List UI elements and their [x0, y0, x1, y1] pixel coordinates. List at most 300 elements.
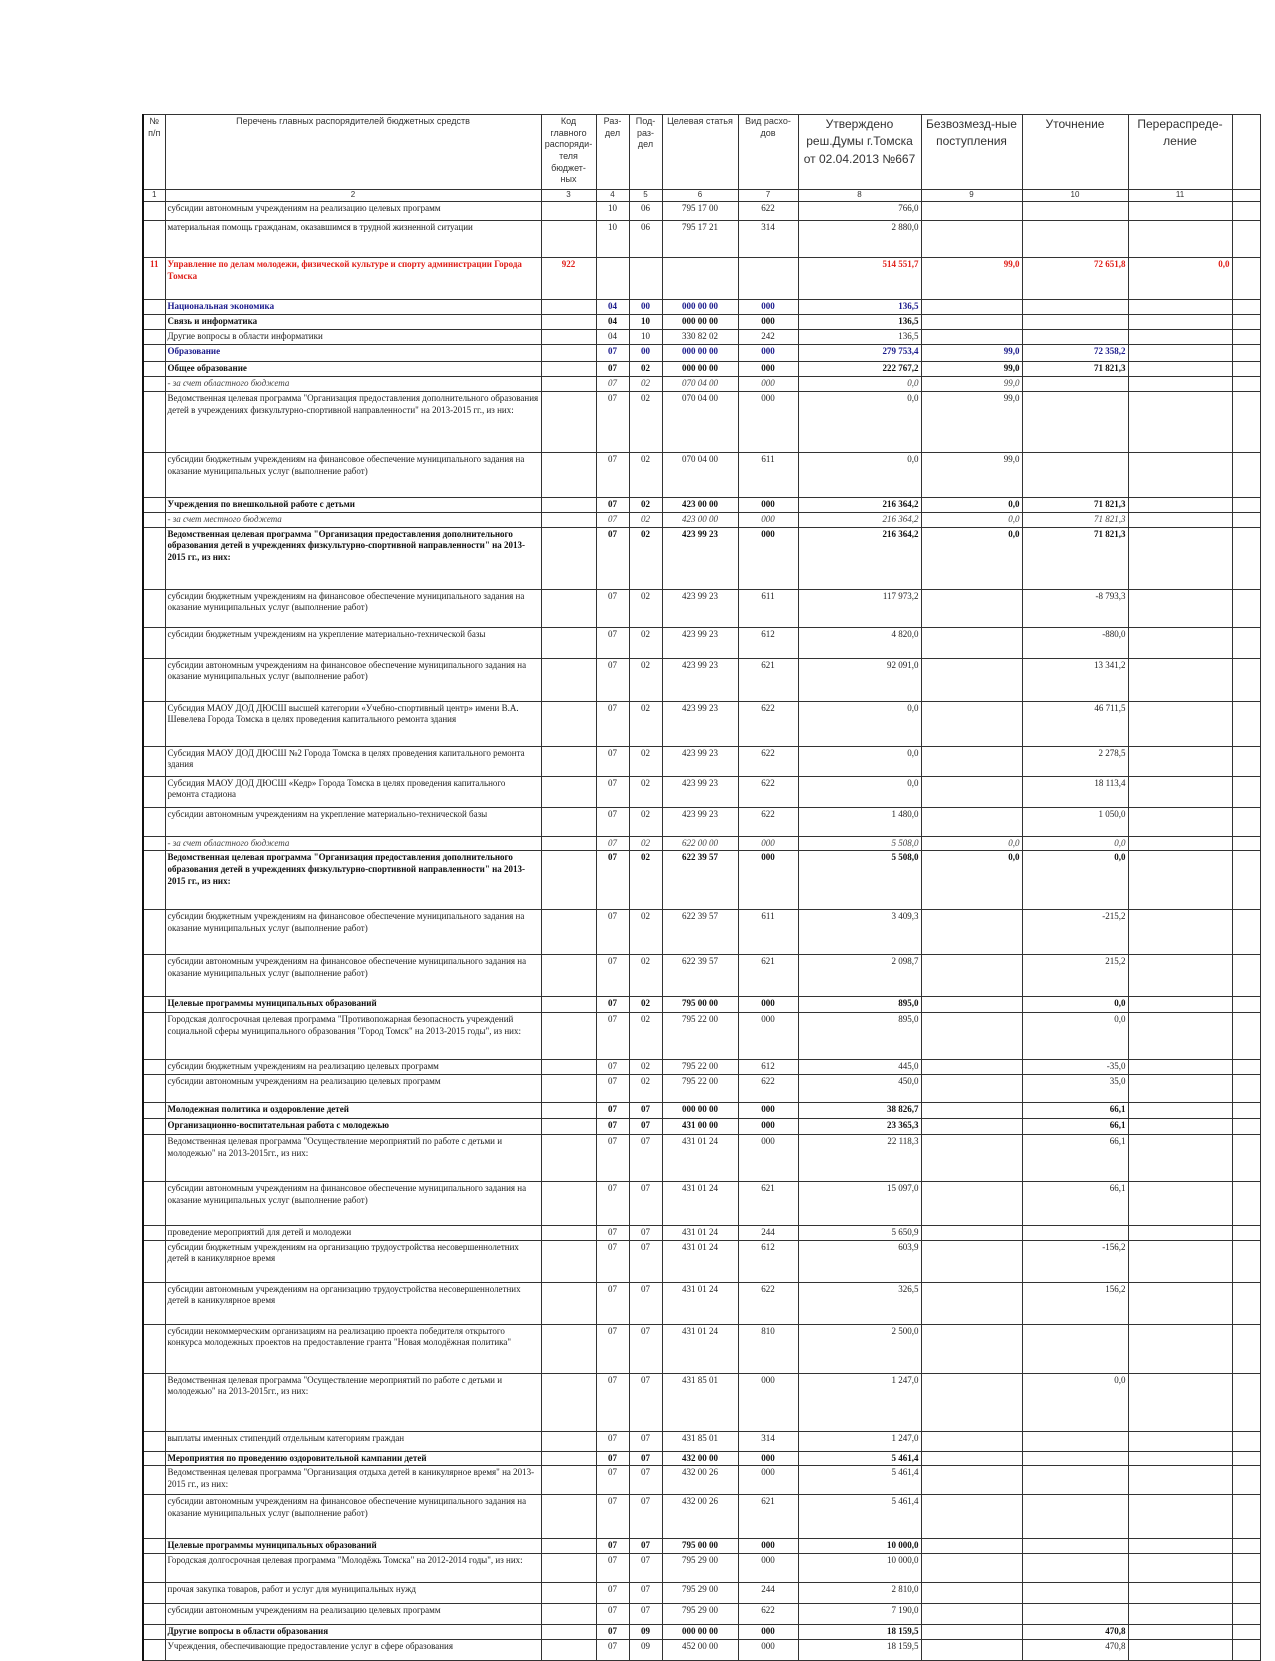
row-approved: 38 826,7: [798, 1103, 921, 1119]
row-extra: [1232, 1554, 1260, 1583]
row-gratuitous: [921, 1640, 1022, 1661]
row-extra: [1232, 1495, 1260, 1539]
row-target-article: 431 85 01: [662, 1373, 738, 1431]
row-number: [143, 1013, 165, 1060]
row-subsection: 02: [629, 701, 662, 746]
row-section: 04: [596, 330, 629, 345]
row-subsection: 07: [629, 1135, 662, 1182]
row-refinement: 0,0: [1022, 836, 1128, 851]
row-extra: [1232, 1539, 1260, 1554]
row-admin-code: [541, 221, 596, 258]
budget-table: [142, 114, 1261, 1661]
row-expense-type: 000: [738, 315, 798, 330]
table-row: [143, 258, 1260, 300]
row-approved: 10 000,0: [798, 1554, 921, 1583]
row-expense-type: 612: [738, 1060, 798, 1075]
row-target-article: 795 00 00: [662, 997, 738, 1013]
row-approved: 22 118,3: [798, 1135, 921, 1182]
row-target-article: 622 39 57: [662, 851, 738, 910]
row-subsection: 07: [629, 1119, 662, 1135]
row-refinement: 0,0: [1022, 1373, 1128, 1431]
row-redistribution: [1128, 589, 1232, 627]
row-redistribution: [1128, 1625, 1232, 1640]
row-name: Другие вопросы в области информатики: [165, 330, 541, 345]
row-redistribution: [1128, 776, 1232, 807]
row-subsection: [629, 258, 662, 300]
row-expense-type: 000: [738, 1135, 798, 1182]
row-expense-type: 000: [738, 1554, 798, 1583]
row-expense-type: 611: [738, 453, 798, 498]
row-gratuitous: 0,0: [921, 513, 1022, 528]
row-name: - за счет областного бюджета: [165, 836, 541, 851]
row-expense-type: 622: [738, 1604, 798, 1625]
table-row: [143, 300, 1260, 315]
row-extra: [1232, 300, 1260, 315]
row-subsection: 07: [629, 1282, 662, 1324]
row-expense-type: 622: [738, 701, 798, 746]
table-row: [143, 1135, 1260, 1182]
row-redistribution: [1128, 1240, 1232, 1282]
row-name: Другие вопросы в области образования: [165, 1625, 541, 1640]
row-number: [143, 1226, 165, 1241]
row-subsection: 07: [629, 1495, 662, 1539]
row-extra: [1232, 498, 1260, 513]
row-subsection: 07: [629, 1103, 662, 1119]
row-refinement: [1022, 315, 1128, 330]
row-expense-type: 000: [738, 362, 798, 377]
row-approved: 4 820,0: [798, 627, 921, 658]
row-subsection: 07: [629, 1604, 662, 1625]
row-target-article: 432 00 00: [662, 1451, 738, 1466]
row-name: Ведомственная целевая программа "Осуществление мероприятий по работе с детьми и молодежью" на 2013-2015гг., из них:: [165, 1135, 541, 1182]
row-expense-type: 611: [738, 589, 798, 627]
row-subsection: 02: [629, 1013, 662, 1060]
row-name: Учреждения, обеспечивающие предоставление услуг в сфере образования: [165, 1640, 541, 1661]
row-approved: 5 461,4: [798, 1495, 921, 1539]
row-redistribution: [1128, 997, 1232, 1013]
row-subsection: 07: [629, 1554, 662, 1583]
row-target-article: 795 22 00: [662, 1013, 738, 1060]
row-number: [143, 527, 165, 589]
row-name: Управление по делам молодежи, физической культуре и спорту администрации Города Томска: [165, 258, 541, 300]
row-name: субсидии автономным учреждениям на реализацию целевых программ: [165, 1604, 541, 1625]
row-number: [143, 221, 165, 258]
row-gratuitous: [921, 1075, 1022, 1103]
row-target-article: 431 01 24: [662, 1240, 738, 1282]
row-target-article: 423 99 23: [662, 527, 738, 589]
row-expense-type: 000: [738, 1373, 798, 1431]
row-number: [143, 300, 165, 315]
row-section: 07: [596, 1495, 629, 1539]
row-target-article: [662, 258, 738, 300]
row-number: [143, 202, 165, 221]
row-name: Целевые программы муниципальных образований: [165, 1539, 541, 1554]
row-redistribution: [1128, 627, 1232, 658]
row-refinement: 72 358,2: [1022, 345, 1128, 362]
row-target-article: 423 00 00: [662, 513, 738, 528]
row-extra: [1232, 955, 1260, 997]
table-row: [143, 1060, 1260, 1075]
row-number: [143, 1324, 165, 1373]
row-admin-code: [541, 997, 596, 1013]
row-target-article: 423 99 23: [662, 658, 738, 701]
row-name: Мероприятия по проведению оздоровительной кампании детей: [165, 1451, 541, 1466]
row-gratuitous: [921, 1373, 1022, 1431]
row-section: 07: [596, 345, 629, 362]
table-row: [143, 1182, 1260, 1226]
row-subsection: 07: [629, 1240, 662, 1282]
row-target-article: 795 29 00: [662, 1604, 738, 1625]
row-name: субсидии автономным учреждениям на организацию трудоустройства несовершеннолетних детей в каникулярное время: [165, 1282, 541, 1324]
row-number: [143, 1282, 165, 1324]
row-approved: 0,0: [798, 701, 921, 746]
table-row: [143, 1554, 1260, 1583]
row-extra: [1232, 1604, 1260, 1625]
row-section: 07: [596, 1640, 629, 1661]
row-redistribution: [1128, 910, 1232, 955]
row-name: субсидии некоммерческим организациям на реализацию проекта победителя открытого конкурса молодежных проектов на предоставление гранта "Новая молодёжная политика": [165, 1324, 541, 1373]
row-subsection: 09: [629, 1625, 662, 1640]
row-section: 07: [596, 392, 629, 453]
row-expense-type: 000: [738, 1103, 798, 1119]
row-name: Молодежная политика и оздоровление детей: [165, 1103, 541, 1119]
table-body: [143, 202, 1260, 1661]
row-extra: [1232, 258, 1260, 300]
row-section: 07: [596, 1539, 629, 1554]
row-number: [143, 1640, 165, 1661]
row-section: 07: [596, 776, 629, 807]
table-row: [143, 1226, 1260, 1241]
row-target-article: 795 17 00: [662, 202, 738, 221]
row-subsection: 07: [629, 1583, 662, 1604]
row-extra: [1232, 330, 1260, 345]
row-admin-code: [541, 658, 596, 701]
row-redistribution: [1128, 300, 1232, 315]
row-redistribution: [1128, 1451, 1232, 1466]
row-number: [143, 1373, 165, 1431]
row-gratuitous: [921, 300, 1022, 315]
row-refinement: 71 821,3: [1022, 513, 1128, 528]
row-redistribution: [1128, 202, 1232, 221]
row-number: [143, 836, 165, 851]
row-gratuitous: 99,0: [921, 377, 1022, 392]
row-name: Субсидия МАОУ ДОД ДЮСШ №2 Города Томска в целях проведения капитального ремонта здания: [165, 746, 541, 776]
row-section: 07: [596, 997, 629, 1013]
row-approved: 18 159,5: [798, 1625, 921, 1640]
table-row: [143, 910, 1260, 955]
row-refinement: 18 113,4: [1022, 776, 1128, 807]
row-name: субсидии бюджетным учреждениям на реализацию целевых программ: [165, 1060, 541, 1075]
column-number: 5: [629, 190, 662, 202]
row-gratuitous: [921, 910, 1022, 955]
row-section: 07: [596, 1075, 629, 1103]
table-row: [143, 1640, 1260, 1661]
row-expense-type: 000: [738, 392, 798, 453]
row-expense-type: 612: [738, 1240, 798, 1282]
row-expense-type: 000: [738, 377, 798, 392]
row-extra: [1232, 1075, 1260, 1103]
row-approved: 10 000,0: [798, 1539, 921, 1554]
row-gratuitous: [921, 746, 1022, 776]
row-target-article: 795 29 00: [662, 1583, 738, 1604]
row-gratuitous: [921, 1539, 1022, 1554]
row-section: 10: [596, 202, 629, 221]
row-gratuitous: [921, 589, 1022, 627]
row-section: 04: [596, 300, 629, 315]
table-row: [143, 997, 1260, 1013]
row-name: Связь и информатика: [165, 315, 541, 330]
row-redistribution: [1128, 315, 1232, 330]
row-name: Ведомственная целевая программа "Организация предоставления дополнительного образования детей в учреждениях физкультурно-спортивной направленности" на 2013-2015 гг., из них:: [165, 527, 541, 589]
row-number: [143, 746, 165, 776]
row-refinement: -35,0: [1022, 1060, 1128, 1075]
row-extra: [1232, 377, 1260, 392]
row-number: [143, 1119, 165, 1135]
row-target-article: 432 00 26: [662, 1495, 738, 1539]
row-admin-code: [541, 330, 596, 345]
header-gratuitous: Безвозмезд-ные поступления: [921, 115, 1022, 190]
table-row: [143, 345, 1260, 362]
row-expense-type: 621: [738, 955, 798, 997]
row-expense-type: 000: [738, 997, 798, 1013]
row-expense-type: 000: [738, 1119, 798, 1135]
row-extra: [1232, 1466, 1260, 1495]
row-section: 10: [596, 221, 629, 258]
column-number-row: [143, 190, 1260, 202]
row-redistribution: [1128, 527, 1232, 589]
row-admin-code: [541, 345, 596, 362]
row-extra: [1232, 1583, 1260, 1604]
row-subsection: 02: [629, 776, 662, 807]
row-name: Городская долгосрочная целевая программа "Противопожарная безопасность учреждений социальной сферы муниципального образования "Город Томск" на 2013-2015 годы", из них:: [165, 1013, 541, 1060]
row-expense-type: 000: [738, 300, 798, 315]
row-admin-code: [541, 1119, 596, 1135]
header-redistribution: Перераспреде-ление: [1128, 115, 1232, 190]
row-redistribution: 0,0: [1128, 258, 1232, 300]
row-admin-code: [541, 202, 596, 221]
row-extra: [1232, 1135, 1260, 1182]
row-subsection: 02: [629, 513, 662, 528]
row-section: 07: [596, 658, 629, 701]
table-row: [143, 701, 1260, 746]
row-target-article: 330 82 02: [662, 330, 738, 345]
row-redistribution: [1128, 746, 1232, 776]
row-section: 07: [596, 498, 629, 513]
row-subsection: 02: [629, 910, 662, 955]
row-admin-code: [541, 851, 596, 910]
table-row: [143, 1539, 1260, 1554]
row-admin-code: [541, 1466, 596, 1495]
row-approved: 3 409,3: [798, 910, 921, 955]
row-extra: [1232, 453, 1260, 498]
row-number: [143, 1583, 165, 1604]
row-admin-code: [541, 1373, 596, 1431]
row-admin-code: [541, 1324, 596, 1373]
header-code: Код главного распоряди-теля бюджет-ных: [541, 115, 596, 190]
row-number: [143, 1466, 165, 1495]
row-approved: 18 159,5: [798, 1640, 921, 1661]
row-section: 07: [596, 1226, 629, 1241]
row-expense-type: 611: [738, 910, 798, 955]
row-gratuitous: [921, 1226, 1022, 1241]
row-number: [143, 330, 165, 345]
row-approved: 216 364,2: [798, 498, 921, 513]
column-number: 10: [1022, 190, 1128, 202]
row-number: [143, 955, 165, 997]
row-section: 07: [596, 1282, 629, 1324]
row-admin-code: [541, 527, 596, 589]
row-number: [143, 1539, 165, 1554]
row-number: [143, 1103, 165, 1119]
row-expense-type: 622: [738, 202, 798, 221]
row-number: [143, 807, 165, 836]
row-expense-type: 244: [738, 1226, 798, 1241]
row-approved: 136,5: [798, 315, 921, 330]
row-name: Ведомственная целевая программа "Организация отдыха детей в каникулярное время" на 2013-2015 гг., из них:: [165, 1466, 541, 1495]
row-redistribution: [1128, 362, 1232, 377]
row-approved: 216 364,2: [798, 527, 921, 589]
row-extra: [1232, 910, 1260, 955]
row-subsection: 02: [629, 1060, 662, 1075]
row-redistribution: [1128, 330, 1232, 345]
row-extra: [1232, 1013, 1260, 1060]
row-refinement: 66,1: [1022, 1103, 1128, 1119]
row-expense-type: 000: [738, 1625, 798, 1640]
row-number: [143, 453, 165, 498]
row-admin-code: [541, 1182, 596, 1226]
row-target-article: 000 00 00: [662, 1625, 738, 1640]
table-row: [143, 527, 1260, 589]
row-refinement: -215,2: [1022, 910, 1128, 955]
row-approved: 2 880,0: [798, 221, 921, 258]
row-redistribution: [1128, 377, 1232, 392]
column-number: 2: [165, 190, 541, 202]
row-name: субсидии автономным учреждениям на укрепление материально-технической базы: [165, 807, 541, 836]
row-number: [143, 1135, 165, 1182]
table-row: [143, 221, 1260, 258]
row-refinement: [1022, 221, 1128, 258]
row-number: [143, 997, 165, 1013]
row-admin-code: [541, 1583, 596, 1604]
row-refinement: 215,2: [1022, 955, 1128, 997]
row-gratuitous: 99,0: [921, 362, 1022, 377]
row-name: проведение мероприятий для детей и молодежи: [165, 1226, 541, 1241]
row-approved: 326,5: [798, 1282, 921, 1324]
table-row: [143, 589, 1260, 627]
row-gratuitous: [921, 1583, 1022, 1604]
row-admin-code: [541, 627, 596, 658]
row-gratuitous: [921, 1451, 1022, 1466]
row-refinement: [1022, 453, 1128, 498]
row-refinement: [1022, 1324, 1128, 1373]
row-name: Ведомственная целевая программа "Осуществление мероприятий по работе с детьми и молодежью" на 2013-2015гг., из них:: [165, 1373, 541, 1431]
row-subsection: 00: [629, 300, 662, 315]
row-expense-type: 314: [738, 221, 798, 258]
row-admin-code: [541, 453, 596, 498]
row-name: Общее образование: [165, 362, 541, 377]
row-approved: 5 461,4: [798, 1466, 921, 1495]
row-section: 07: [596, 836, 629, 851]
row-number: [143, 1240, 165, 1282]
row-number: [143, 1431, 165, 1451]
row-section: 07: [596, 910, 629, 955]
row-admin-code: [541, 1240, 596, 1282]
row-section: 04: [596, 315, 629, 330]
table-row: [143, 658, 1260, 701]
table-row: [143, 1466, 1260, 1495]
row-target-article: 070 04 00: [662, 392, 738, 453]
row-gratuitous: [921, 658, 1022, 701]
row-redistribution: [1128, 1075, 1232, 1103]
row-subsection: 02: [629, 997, 662, 1013]
row-subsection: 07: [629, 1373, 662, 1431]
row-name: материальная помощь гражданам, оказавшимся в трудной жизненной ситуации: [165, 221, 541, 258]
row-name: Ведомственная целевая программа "Организация предоставления дополнительного образования детей в учреждениях физкультурно-спортивной направленности" на 2013-2015 гг., из них:: [165, 851, 541, 910]
row-gratuitous: [921, 1282, 1022, 1324]
row-refinement: [1022, 1226, 1128, 1241]
row-gratuitous: [921, 1324, 1022, 1373]
row-expense-type: 622: [738, 1282, 798, 1324]
row-number: [143, 1604, 165, 1625]
row-extra: [1232, 1640, 1260, 1661]
row-target-article: 622 39 57: [662, 910, 738, 955]
row-gratuitous: [921, 1431, 1022, 1451]
header-subsection: Под-раз-дел: [629, 115, 662, 190]
row-expense-type: 244: [738, 1583, 798, 1604]
row-extra: [1232, 1182, 1260, 1226]
row-gratuitous: [921, 1103, 1022, 1119]
row-subsection: 02: [629, 851, 662, 910]
row-refinement: -880,0: [1022, 627, 1128, 658]
row-expense-type: 000: [738, 345, 798, 362]
row-redistribution: [1128, 1604, 1232, 1625]
row-subsection: 02: [629, 527, 662, 589]
row-admin-code: [541, 377, 596, 392]
row-admin-code: [541, 1431, 596, 1451]
row-extra: [1232, 392, 1260, 453]
row-expense-type: 622: [738, 807, 798, 836]
row-section: 07: [596, 807, 629, 836]
row-expense-type: 000: [738, 527, 798, 589]
column-number: 6: [662, 190, 738, 202]
table-row: [143, 746, 1260, 776]
table-row: [143, 202, 1260, 221]
table-row: [143, 330, 1260, 345]
table-row: [143, 1451, 1260, 1466]
row-refinement: 71 821,3: [1022, 498, 1128, 513]
row-refinement: [1022, 1554, 1128, 1583]
row-target-article: 423 99 23: [662, 701, 738, 746]
row-approved: 1 247,0: [798, 1431, 921, 1451]
row-approved: 136,5: [798, 330, 921, 345]
row-extra: [1232, 807, 1260, 836]
row-admin-code: [541, 1013, 596, 1060]
row-name: субсидии бюджетным учреждениям на финансовое обеспечение муниципального задания на оказание муниципальных услуг (выполнение работ): [165, 910, 541, 955]
row-target-article: 431 85 01: [662, 1431, 738, 1451]
table-row: [143, 1604, 1260, 1625]
row-number: [143, 1554, 165, 1583]
row-approved: 514 551,7: [798, 258, 921, 300]
table-row: [143, 836, 1260, 851]
column-number: 7: [738, 190, 798, 202]
row-name: субсидии бюджетным учреждениям на финансовое обеспечение муниципального задания на оказание муниципальных услуг (выполнение работ): [165, 589, 541, 627]
row-name: субсидии бюджетным учреждениям на организацию трудоустройства несовершеннолетних детей в каникулярное время: [165, 1240, 541, 1282]
row-approved: 445,0: [798, 1060, 921, 1075]
row-redistribution: [1128, 1135, 1232, 1182]
row-admin-code: [541, 1539, 596, 1554]
row-subsection: 07: [629, 1324, 662, 1373]
row-refinement: 13 341,2: [1022, 658, 1128, 701]
